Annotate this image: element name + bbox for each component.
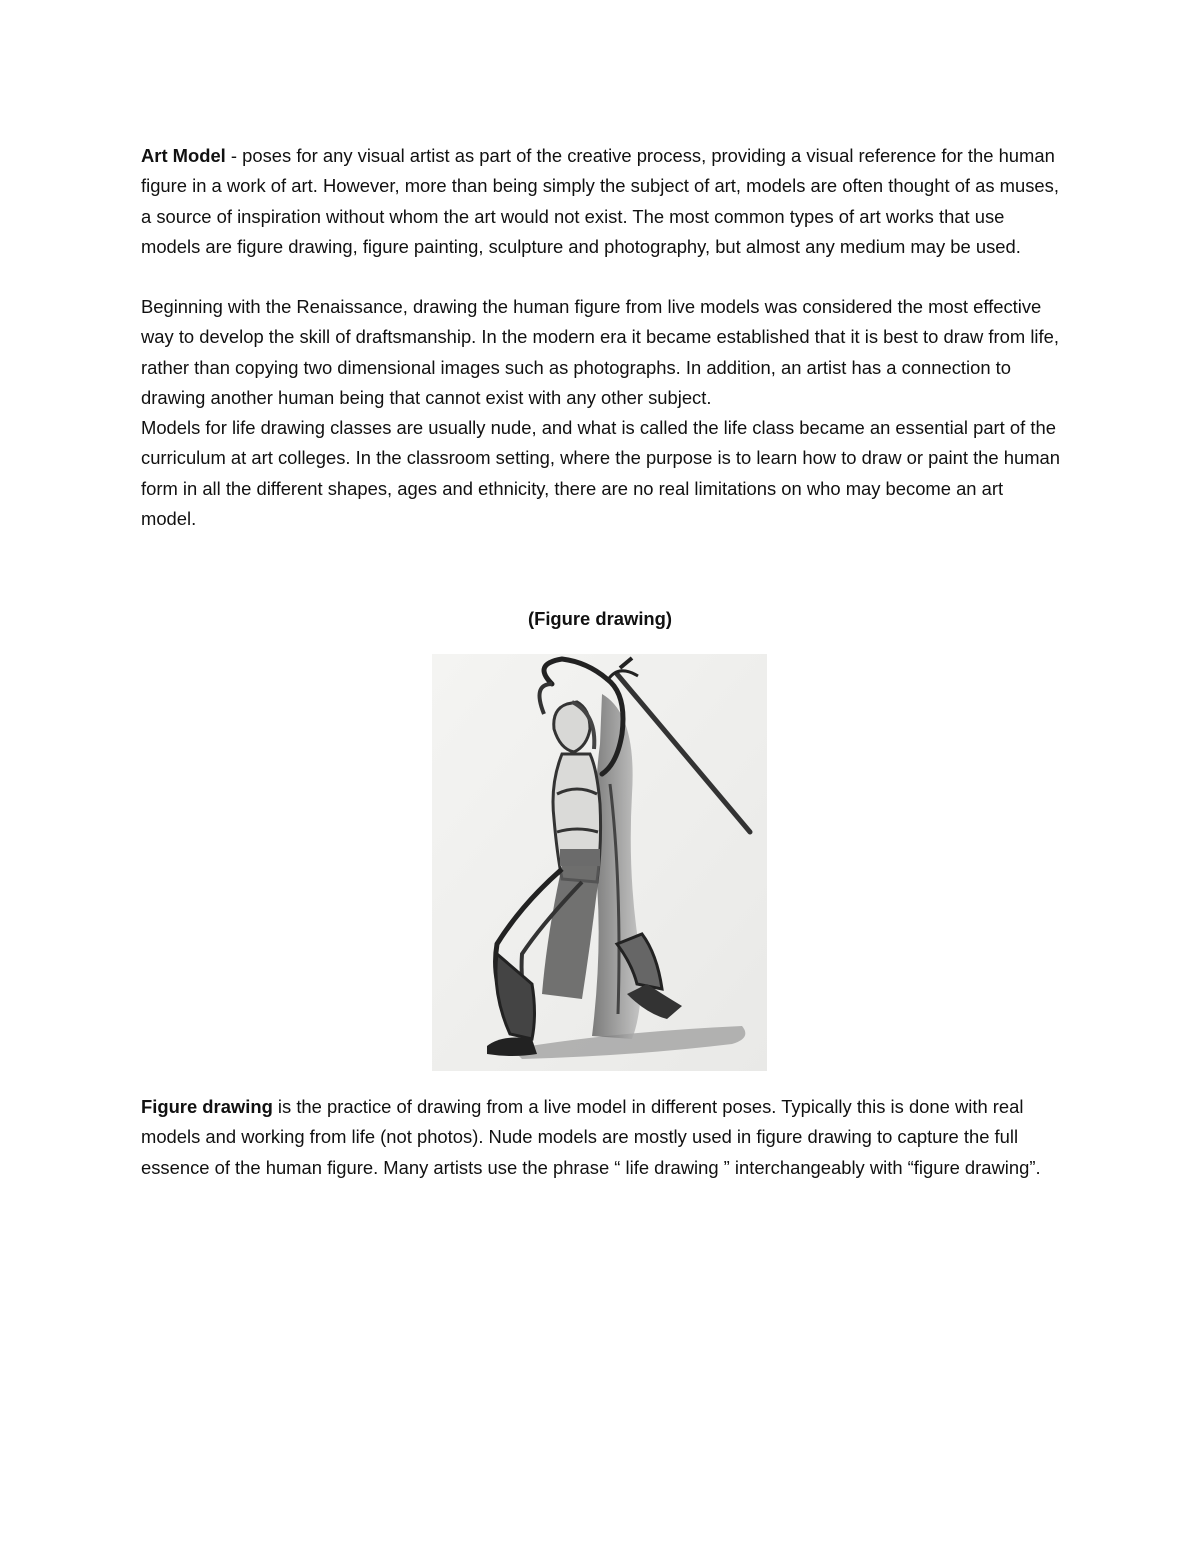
life-class-paragraph: Models for life drawing classes are usually nude, and what is called the life class became an essential part of the curriculum at art colleges. In the classroom setting, where the purpose is to learn how to draw or paint the human form in all the different shapes, ages and ethnicity, there are no real limitations on who may become an art model.: [141, 417, 1060, 530]
sword-pose-sketch: [432, 654, 767, 1071]
art-model-definition: - poses for any visual artist as part of the creative process, providing a visual reference for the human figure in a work of art. However, more than being simply the subject of art, models are often thought of as muses, a source of inspiration without whom the art would not exist. The most common types of art works that use models are figure drawing, figure painting, sculpture and photography, but almost any medium may be used.: [141, 145, 1059, 258]
figure-drawing-term: Figure drawing: [141, 1096, 273, 1117]
figure-drawing-image: [432, 654, 767, 1071]
history-paragraph: Beginning with the Renaissance, drawing the human figure from live models was considered the most effective way to develop the skill of draftsmanship. In the modern era it became established that it is best to draw from life, rather than copying two dimensional images such as photographs. In addition, an artist has a connection to drawing another human being that cannot exist with any other subject.: [141, 296, 1059, 409]
figure-drawing-paragraph: [141, 1092, 1061, 1183]
figure-drawing-definition: is the practice of drawing from a live model in different poses. Typically this is done with real models and working from life (not photos). Nude models are mostly used in figure drawing to capture the full essence of the human figure. Many artists use the phrase “ life drawing ” interchangeably with “figure drawing”.: [141, 1096, 1041, 1178]
art-model-term: Art Model: [141, 145, 226, 166]
figure-caption: (Figure drawing): [527, 608, 673, 629]
intro-paragraph: [141, 141, 1061, 263]
